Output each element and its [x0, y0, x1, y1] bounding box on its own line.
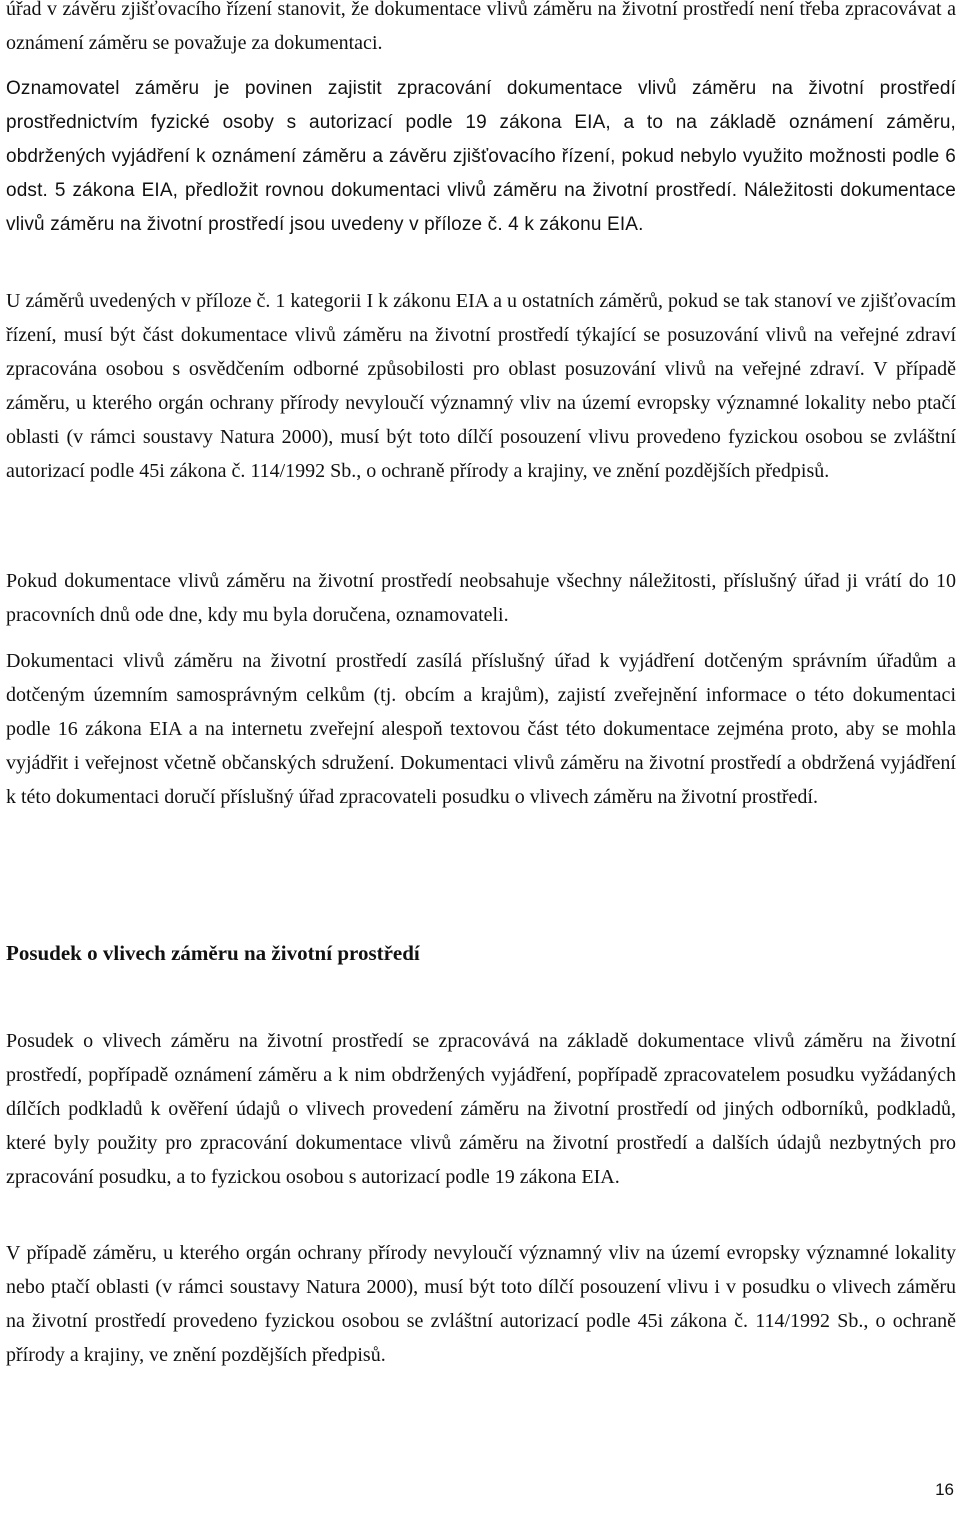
- paragraph-intro-continuation: úřad v závěru zjišťovacího řízení stanovit, že dokumentace vlivů záměru na životní prostředí není třeba zpracovávat a oznámení záměru se považuje za dokumentaci.: [6, 0, 956, 54]
- section-heading: Posudek o vlivech záměru na životní prostředí: [6, 941, 420, 965]
- paragraph-documentation-distribution: Dokumentaci vlivů záměru na životní prostředí zasílá příslušný úřad k vyjádření dotčeným správním úřadům a dotčeným územním samosprávným celkům (tj. obcím a krajům), zajistí zveřejnění informace o této dokumentaci podle 16 zákona EIA a na internetu zveřejní alespoň textovou část této dokumentace zejména proto, aby se mohla vyjádřit i veřejnost včetně občanských sdružení. Dokumentaci vlivů záměru na životní prostředí a obdržená vyjádření k této dokumentaci doručí příslušný úřad zpracovateli posudku o vlivech záměru na životní prostředí.: [6, 650, 956, 808]
- paragraph-assessment-natura: V případě záměru, u kterého orgán ochrany přírody nevyloučí významný vliv na území evropsky významné lokality nebo ptačí oblasti (v rámci soustavy Natura 2000), musí být toto dílčí posouzení vlivu i v posudku o vlivech záměru na životní prostředí provedeno fyzickou osobou se zvláštní autorizací podle 45i zákona č. 114/1992 Sb., o ochraně přírody a krajiny, ve znění pozdějších předpisů.: [6, 1242, 956, 1366]
- paragraph-assessment-basis: Posudek o vlivech záměru na životní prostředí se zpracovává na základě dokumentace vlivů záměru na životní prostředí, popřípadě oznámení záměru a k nim obdržených vyjádření, popřípadě zpracovatelem posudku vyžádaných dílčích podkladů k ověření údajů o vlivech provedení záměru na životní prostředí od jiných odborníků, podkladů, které byly použity pro zpracování dokumentace vlivů záměru na životní prostředí a dalších údajů nezbytných pro zpracování posudku, a to fyzickou osobou s autorizací podle 19 zákona EIA.: [6, 1030, 956, 1188]
- paragraph-public-health-natura: U záměrů uvedených v příloze č. 1 kategorii I k zákonu EIA a u ostatních záměrů, pokud se tak stanoví ve zjišťovacím řízení, musí být část dokumentace vlivů záměru na životní prostředí týkající se posuzování vlivů na veřejné zdraví zpracována osobou s osvědčením odborné způsobilosti pro oblast posuzování vlivů na veřejné zdraví. V případě záměru, u kterého orgán ochrany přírody nevyloučí významný vliv na území evropsky významné lokality nebo ptačí oblasti (v rámci soustavy Natura 2000), musí být toto dílčí posouzení vlivu provedeno fyzickou osobou se zvláštní autorizací podle 45i zákona č. 114/1992 Sb., o ochraně přírody a krajiny, ve znění pozdějších předpisů.: [6, 290, 956, 482]
- paragraph-return-documentation: Pokud dokumentace vlivů záměru na životní prostředí neobsahuje všechny náležitosti, příslušný úřad ji vrátí do 10 pracovních dnů ode dne, kdy mu byla doručena, oznamovateli.: [6, 570, 956, 626]
- paragraph-documentation-obligation: Oznamovatel záměru je povinen zajistit zpracování dokumentace vlivů záměru na životní prostředí prostřednictvím fyzické osoby s autorizací podle 19 zákona EIA, a to na základě oznámení záměru, obdržených vyjádření k oznámení záměru a závěru zjišťovacího řízení, pokud nebylo využito možnosti podle 6 odst. 5 zákona EIA, předložit rovnou dokumentaci vlivů záměru na životní prostředí. Náležitosti dokumentace vlivů záměru na životní prostředí jsou uvedeny v příloze č. 4 k zákonu EIA.: [6, 78, 956, 235]
- page-number: 16: [935, 1480, 954, 1499]
